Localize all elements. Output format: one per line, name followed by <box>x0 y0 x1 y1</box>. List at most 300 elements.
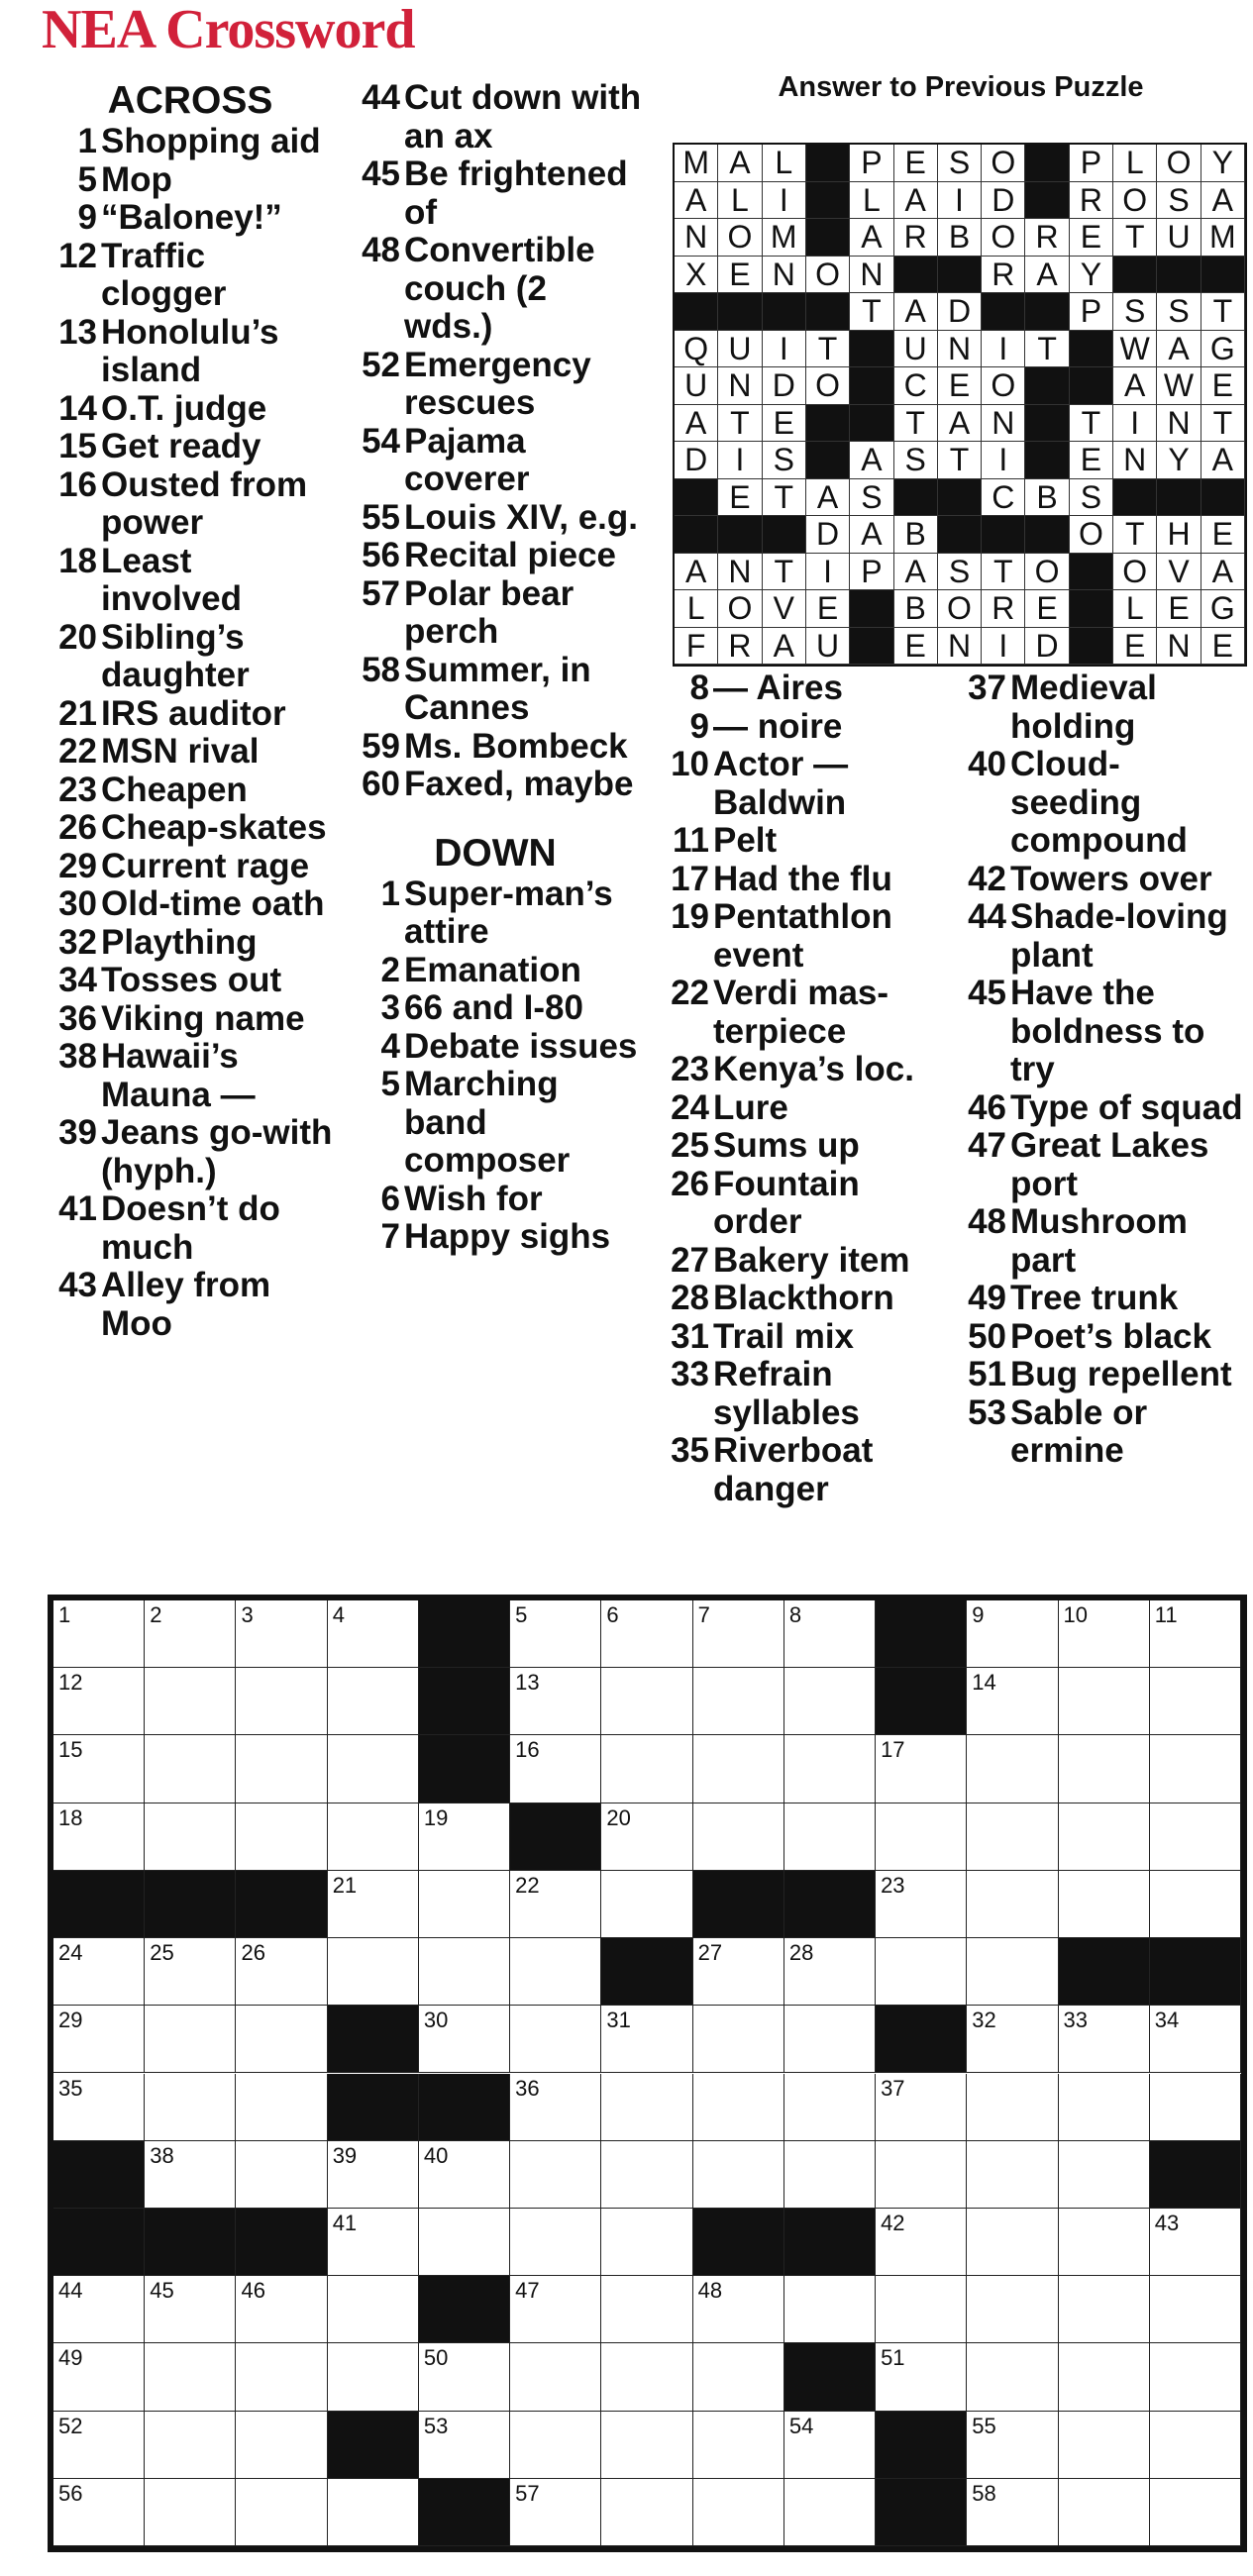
grid-cell[interactable] <box>145 1735 236 1803</box>
answer-black-cell <box>894 479 938 517</box>
grid-cell[interactable] <box>328 2209 419 2276</box>
answer-black-cell <box>806 182 850 220</box>
answer-cell: E <box>1025 590 1069 628</box>
grid-cell[interactable] <box>328 2276 419 2343</box>
clue-text: Happy sighs <box>404 1217 611 1256</box>
clue-text: Debate issues <box>404 1026 638 1066</box>
grid-cell[interactable] <box>784 1938 876 2006</box>
grid-cell[interactable] <box>693 2412 784 2479</box>
grid-cell[interactable] <box>236 1600 327 1668</box>
answer-black-cell <box>982 516 1025 554</box>
clue-text: Cheap-skates <box>101 808 327 847</box>
grid-cell[interactable] <box>328 1938 419 2006</box>
down-clue-17 <box>654 861 951 899</box>
down-heading: DOWN <box>434 831 557 875</box>
grid-cell[interactable] <box>967 2276 1058 2343</box>
grid-cell[interactable] <box>328 1803 419 1871</box>
answer-cell: T <box>1201 405 1245 443</box>
grid-cell[interactable] <box>601 2276 692 2343</box>
answer-cell: R <box>982 590 1025 628</box>
clue-text: Viking name <box>101 998 305 1038</box>
clue-text: Blackthorn <box>713 1279 894 1317</box>
grid-cell[interactable] <box>601 2141 692 2209</box>
clue-number: 11 <box>673 821 709 860</box>
grid-cell[interactable] <box>967 2343 1058 2411</box>
grid-cell[interactable] <box>784 2074 876 2141</box>
down-clue-46 <box>951 1089 1248 1128</box>
grid-cell[interactable] <box>693 1600 784 1668</box>
grid-cell[interactable] <box>967 1600 1058 1668</box>
answer-cell: A <box>806 479 850 517</box>
answer-cell: S <box>1157 182 1201 220</box>
answer-cell: E <box>1201 367 1245 405</box>
grid-cell[interactable] <box>784 1668 876 1735</box>
grid-cell[interactable] <box>510 2343 601 2411</box>
cell-number: 46 <box>241 2278 265 2304</box>
answer-cell: C <box>894 367 938 405</box>
grid-cell[interactable] <box>145 1600 236 1668</box>
grid-cell[interactable] <box>1059 1668 1150 1735</box>
clue-text: Convertible couch (2 wds.) <box>404 231 595 346</box>
grid-cell[interactable] <box>510 2209 601 2276</box>
cell-number: 58 <box>972 2480 996 2506</box>
grid-cell[interactable] <box>1150 2209 1241 2276</box>
answer-black-cell <box>938 479 982 517</box>
grid-cell[interactable] <box>145 1938 236 2006</box>
black-square <box>784 2343 876 2411</box>
answer-cell: E <box>763 405 806 443</box>
grid-cell[interactable] <box>510 2006 601 2073</box>
answer-cell: T <box>1070 405 1113 443</box>
down-clue-26 <box>654 1166 951 1242</box>
grid-cell[interactable] <box>601 1803 692 1871</box>
grid-cell[interactable] <box>967 1871 1058 1938</box>
grid-cell[interactable] <box>784 2006 876 2073</box>
answer-cell: A <box>763 628 806 666</box>
cell-number: 24 <box>58 1940 83 1966</box>
cell-number: 19 <box>423 1804 449 1830</box>
grid-cell[interactable] <box>967 1668 1058 1735</box>
grid-cell[interactable] <box>784 1600 876 1668</box>
grid-cell[interactable] <box>876 2209 967 2276</box>
grid-cell[interactable] <box>601 2209 692 2276</box>
grid-cell[interactable] <box>53 2479 145 2546</box>
grid-cell[interactable] <box>145 2074 236 2141</box>
answer-cell: U <box>1157 219 1201 257</box>
cell-number: 9 <box>972 1602 985 1627</box>
answer-cell: O <box>1157 145 1201 182</box>
answer-cell: E <box>894 628 938 666</box>
grid-cell[interactable] <box>419 2006 510 2073</box>
grid-cell[interactable] <box>876 1938 967 2006</box>
black-square <box>419 1735 510 1803</box>
grid-cell[interactable] <box>1059 1600 1150 1668</box>
grid-cell[interactable] <box>145 2479 236 2546</box>
clue-text: Recital piece <box>404 536 616 574</box>
cell-number: 3 <box>241 1602 254 1627</box>
grid-cell[interactable] <box>236 1938 327 2006</box>
clue-text: Super-man’s attire <box>404 874 613 951</box>
grid-cell[interactable] <box>601 1668 692 1735</box>
grid-cell[interactable] <box>53 1803 145 1871</box>
answer-cell: U <box>894 331 938 368</box>
grid-cell[interactable] <box>1150 1668 1241 1735</box>
grid-cell[interactable] <box>1059 2074 1150 2141</box>
grid-cell[interactable] <box>876 1803 967 1871</box>
grid-cell[interactable] <box>601 1735 692 1803</box>
grid-cell[interactable] <box>510 1600 601 1668</box>
grid-cell[interactable] <box>53 2276 145 2343</box>
grid-cell[interactable] <box>693 2006 784 2073</box>
grid-cell[interactable] <box>1150 2006 1241 2073</box>
across-clue-13 <box>42 314 339 390</box>
answer-cell: O <box>1113 182 1157 220</box>
across-clue-41 <box>42 1190 339 1267</box>
answer-cell: O <box>982 219 1025 257</box>
answer-cell: P <box>1070 145 1113 182</box>
answer-cell: L <box>850 182 893 220</box>
answer-cell: E <box>718 479 762 517</box>
grid-cell[interactable] <box>328 1600 419 1668</box>
grid-cell[interactable] <box>876 2074 967 2141</box>
clue-number: 8 <box>689 669 709 707</box>
grid-cell[interactable] <box>601 2074 692 2141</box>
grid-cell[interactable] <box>601 2343 692 2411</box>
down-clue-42 <box>951 861 1248 899</box>
grid-cell[interactable] <box>145 2343 236 2411</box>
answer-cell: W <box>1157 367 1201 405</box>
grid-cell[interactable] <box>693 2276 784 2343</box>
answer-cell: F <box>675 628 718 666</box>
grid-cell[interactable] <box>53 2343 145 2411</box>
grid-cell[interactable] <box>784 2141 876 2209</box>
answer-black-cell <box>1070 628 1113 666</box>
answer-cell: N <box>982 405 1025 443</box>
clue-text: Doesn’t do much <box>101 1189 280 1267</box>
grid-cell[interactable] <box>601 2006 692 2073</box>
cell-number: 18 <box>58 1804 83 1830</box>
answer-cell: A <box>718 145 762 182</box>
grid-cell[interactable] <box>784 2412 876 2479</box>
answer-cell: A <box>1201 442 1245 479</box>
down-clue-28 <box>654 1280 951 1318</box>
grid-cell[interactable] <box>419 1938 510 2006</box>
clue-text: Polar bear perch <box>404 573 574 651</box>
answer-black-cell <box>1070 331 1113 368</box>
clue-text: “Baloney!” <box>101 198 282 237</box>
grid-cell[interactable] <box>419 2141 510 2209</box>
grid-cell[interactable] <box>876 2276 967 2343</box>
grid-cell[interactable] <box>967 2006 1058 2073</box>
grid-cell[interactable] <box>1059 2006 1150 2073</box>
grid-cell[interactable] <box>145 2412 236 2479</box>
grid-cell[interactable] <box>967 1735 1058 1803</box>
grid-cell[interactable] <box>693 1803 784 1871</box>
grid-cell[interactable] <box>53 1600 145 1668</box>
clue-text: Be frightened of <box>404 155 628 232</box>
grid-cell[interactable] <box>328 2479 419 2546</box>
grid-cell[interactable] <box>510 1735 601 1803</box>
clue-number: 35 <box>671 1431 709 1470</box>
clue-text: Emanation <box>404 950 581 989</box>
answer-cell: S <box>938 145 982 182</box>
grid-cell[interactable] <box>876 2343 967 2411</box>
answer-black-cell <box>938 516 982 554</box>
answer-black-cell <box>850 331 893 368</box>
answer-cell: L <box>718 182 762 220</box>
answer-black-cell <box>1201 479 1245 517</box>
cell-number: 25 <box>150 1940 174 1966</box>
grid-cell[interactable] <box>145 2276 236 2343</box>
grid-cell[interactable] <box>876 2141 967 2209</box>
grid-cell[interactable] <box>1150 1803 1241 1871</box>
answer-cell: I <box>982 628 1025 666</box>
grid-cell[interactable] <box>510 1668 601 1735</box>
grid-cell[interactable] <box>784 1803 876 1871</box>
answer-black-cell <box>850 367 893 405</box>
grid-cell[interactable] <box>236 2141 327 2209</box>
grid-cell[interactable] <box>236 1803 327 1871</box>
grid-cell[interactable] <box>1150 2479 1241 2546</box>
grid-cell[interactable] <box>1150 2343 1241 2411</box>
answer-black-cell <box>1025 182 1069 220</box>
grid-cell[interactable] <box>419 1871 510 1938</box>
cell-number: 55 <box>972 2413 996 2438</box>
grid-cell[interactable] <box>145 2006 236 2073</box>
answer-title: Answer to Previous Puzzle <box>778 71 1144 103</box>
grid-cell[interactable] <box>784 2479 876 2546</box>
answer-cell: D <box>763 367 806 405</box>
grid-cell[interactable] <box>693 2141 784 2209</box>
grid-cell[interactable] <box>967 1938 1058 2006</box>
across-clue-45 <box>347 155 644 232</box>
grid-cell[interactable] <box>601 1600 692 1668</box>
clue-number: 7 <box>380 1217 400 1256</box>
answer-cell: P <box>850 554 893 591</box>
clue-text: 66 and I-80 <box>404 988 583 1027</box>
answer-cell: T <box>938 442 982 479</box>
down-column-3 <box>654 670 951 1508</box>
grid-cell[interactable] <box>53 2074 145 2141</box>
clue-number: 31 <box>671 1316 709 1356</box>
clue-number: 17 <box>671 859 709 898</box>
grid-cell[interactable] <box>967 2412 1058 2479</box>
grid-cell[interactable] <box>236 2412 327 2479</box>
answer-cell: T <box>763 479 806 517</box>
grid-cell[interactable] <box>236 1735 327 1803</box>
grid-cell[interactable] <box>328 2343 419 2411</box>
grid-cell[interactable] <box>510 1871 601 1938</box>
grid-cell[interactable] <box>1150 2412 1241 2479</box>
grid-cell[interactable] <box>693 2074 784 2141</box>
down-clue-27 <box>654 1242 951 1281</box>
answer-cell: N <box>1113 442 1157 479</box>
clue-text: Emergency rescues <box>404 345 591 422</box>
answer-cell: D <box>982 182 1025 220</box>
across-clue-22 <box>42 733 339 772</box>
grid-cell[interactable] <box>53 2412 145 2479</box>
clue-number: 25 <box>671 1126 709 1165</box>
clue-number: 56 <box>362 536 400 574</box>
answer-cell: Q <box>675 331 718 368</box>
answer-cell: N <box>718 554 762 591</box>
grid-cell[interactable] <box>1150 1871 1241 1938</box>
grid-cell[interactable] <box>1059 2141 1150 2209</box>
answer-cell: D <box>938 293 982 331</box>
grid-cell[interactable] <box>236 2276 327 2343</box>
grid-cell[interactable] <box>967 2479 1058 2546</box>
down-column-4 <box>951 670 1248 1471</box>
grid-cell[interactable] <box>601 1871 692 1938</box>
grid-cell[interactable] <box>967 2074 1058 2141</box>
clue-number: 16 <box>58 464 97 504</box>
answer-black-cell <box>763 293 806 331</box>
grid-cell[interactable] <box>328 1871 419 1938</box>
across-clue-38 <box>42 1038 339 1114</box>
grid-cell[interactable] <box>510 2141 601 2209</box>
black-square <box>236 1871 327 1938</box>
grid-cell[interactable] <box>328 2141 419 2209</box>
grid-cell[interactable] <box>145 1668 236 1735</box>
clue-text: O.T. judge <box>101 388 267 428</box>
grid-cell[interactable] <box>693 1735 784 1803</box>
clue-number: 9 <box>689 706 709 746</box>
grid-cell[interactable] <box>967 1803 1058 1871</box>
grid-cell[interactable] <box>53 1735 145 1803</box>
grid-cell[interactable] <box>53 1668 145 1735</box>
grid-cell[interactable] <box>967 2209 1058 2276</box>
answer-cell: T <box>982 554 1025 591</box>
answer-black-cell <box>1157 257 1201 294</box>
across-clue-26 <box>42 809 339 848</box>
grid-cell[interactable] <box>693 2479 784 2546</box>
grid-cell[interactable] <box>1150 1600 1241 1668</box>
black-square <box>53 1871 145 1938</box>
answer-cell: O <box>806 367 850 405</box>
cell-number: 51 <box>881 2345 905 2371</box>
grid-cell[interactable] <box>693 2343 784 2411</box>
grid-cell[interactable] <box>510 2074 601 2141</box>
grid-cell[interactable] <box>1059 2343 1150 2411</box>
across-clue-29 <box>42 848 339 886</box>
grid-cell[interactable] <box>1059 1871 1150 1938</box>
grid-cell[interactable] <box>693 1938 784 2006</box>
down-clue-51 <box>951 1356 1248 1394</box>
grid-cell[interactable] <box>1059 1803 1150 1871</box>
grid-cell[interactable] <box>236 2479 327 2546</box>
grid-cell[interactable] <box>601 2412 692 2479</box>
grid-cell[interactable] <box>1059 2479 1150 2546</box>
cell-number: 8 <box>788 1602 802 1627</box>
clue-number: 50 <box>968 1316 1006 1356</box>
grid-cell[interactable] <box>419 2343 510 2411</box>
grid-cell[interactable] <box>145 2141 236 2209</box>
grid-cell[interactable] <box>876 1735 967 1803</box>
grid-cell[interactable] <box>876 1871 967 1938</box>
cell-number: 35 <box>58 2075 83 2101</box>
clue-text: Mushroom part <box>1010 1202 1188 1280</box>
grid-cell[interactable] <box>967 2141 1058 2209</box>
clue-text: Had the flu <box>713 859 892 898</box>
grid-cell[interactable] <box>784 1735 876 1803</box>
down-clue-5 <box>347 1066 644 1181</box>
black-square <box>145 2209 236 2276</box>
clue-number: 48 <box>968 1202 1006 1241</box>
answer-cell: A <box>894 554 938 591</box>
grid-cell[interactable] <box>601 2479 692 2546</box>
grid-cell[interactable] <box>784 2276 876 2343</box>
grid-cell[interactable] <box>510 1938 601 2006</box>
answer-cell: B <box>894 590 938 628</box>
grid-cell[interactable] <box>419 2209 510 2276</box>
clue-number: 38 <box>58 1037 97 1076</box>
grid-cell[interactable] <box>419 2412 510 2479</box>
grid-cell[interactable] <box>510 2412 601 2479</box>
cell-number: 26 <box>241 1940 265 1966</box>
grid-cell[interactable] <box>1059 1735 1150 1803</box>
black-square <box>1150 1938 1241 2006</box>
answer-black-cell <box>806 293 850 331</box>
grid-cell[interactable] <box>1150 1735 1241 1803</box>
cell-number: 21 <box>332 1872 358 1898</box>
grid-cell[interactable] <box>236 2006 327 2073</box>
grid-cell[interactable] <box>1150 2276 1241 2343</box>
clue-number: 41 <box>58 1189 97 1228</box>
clue-text: Cut down with an ax <box>404 78 642 155</box>
answer-cell: P <box>850 145 893 182</box>
grid-cell[interactable] <box>328 1735 419 1803</box>
clue-number: 60 <box>362 765 400 803</box>
grid-cell[interactable] <box>236 2074 327 2141</box>
answer-cell: R <box>1070 182 1113 220</box>
cell-number: 13 <box>515 1670 540 1696</box>
grid-cell[interactable] <box>53 2006 145 2073</box>
answer-cell: O <box>1025 554 1069 591</box>
grid-cell[interactable] <box>1059 2412 1150 2479</box>
clue-text: Get ready <box>101 427 261 465</box>
grid-cell[interactable] <box>1059 2209 1150 2276</box>
answer-black-cell <box>1025 293 1069 331</box>
across-clue-5 <box>42 161 339 200</box>
answer-cell: S <box>1070 479 1113 517</box>
grid-cell[interactable] <box>236 1668 327 1735</box>
clue-text: Old-time oath <box>101 884 325 923</box>
answer-cell: O <box>718 590 762 628</box>
grid-cell[interactable] <box>145 1803 236 1871</box>
cell-number: 32 <box>972 2008 996 2033</box>
clue-text: Fountain order <box>713 1164 860 1241</box>
clue-text: Ousted from power <box>101 464 308 542</box>
grid-cell[interactable] <box>693 1668 784 1735</box>
clue-text: Shade-loving plant <box>1010 897 1228 975</box>
black-square <box>419 2276 510 2343</box>
grid-cell[interactable] <box>53 1938 145 2006</box>
grid-cell[interactable] <box>510 2276 601 2343</box>
answer-cell: I <box>982 331 1025 368</box>
across-clue-60 <box>347 766 644 804</box>
down-clue-8 <box>654 670 951 708</box>
grid-cell[interactable] <box>1059 2276 1150 2343</box>
answer-cell: E <box>1070 219 1113 257</box>
grid-cell[interactable] <box>236 2343 327 2411</box>
clue-text: Verdi mas-terpiece <box>713 974 889 1051</box>
answer-cell: Y <box>1157 442 1201 479</box>
clue-number: 23 <box>671 1050 709 1088</box>
grid-cell[interactable] <box>419 1803 510 1871</box>
grid-cell[interactable] <box>1150 2074 1241 2141</box>
grid-cell[interactable] <box>328 1668 419 1735</box>
grid-cell[interactable] <box>510 2479 601 2546</box>
